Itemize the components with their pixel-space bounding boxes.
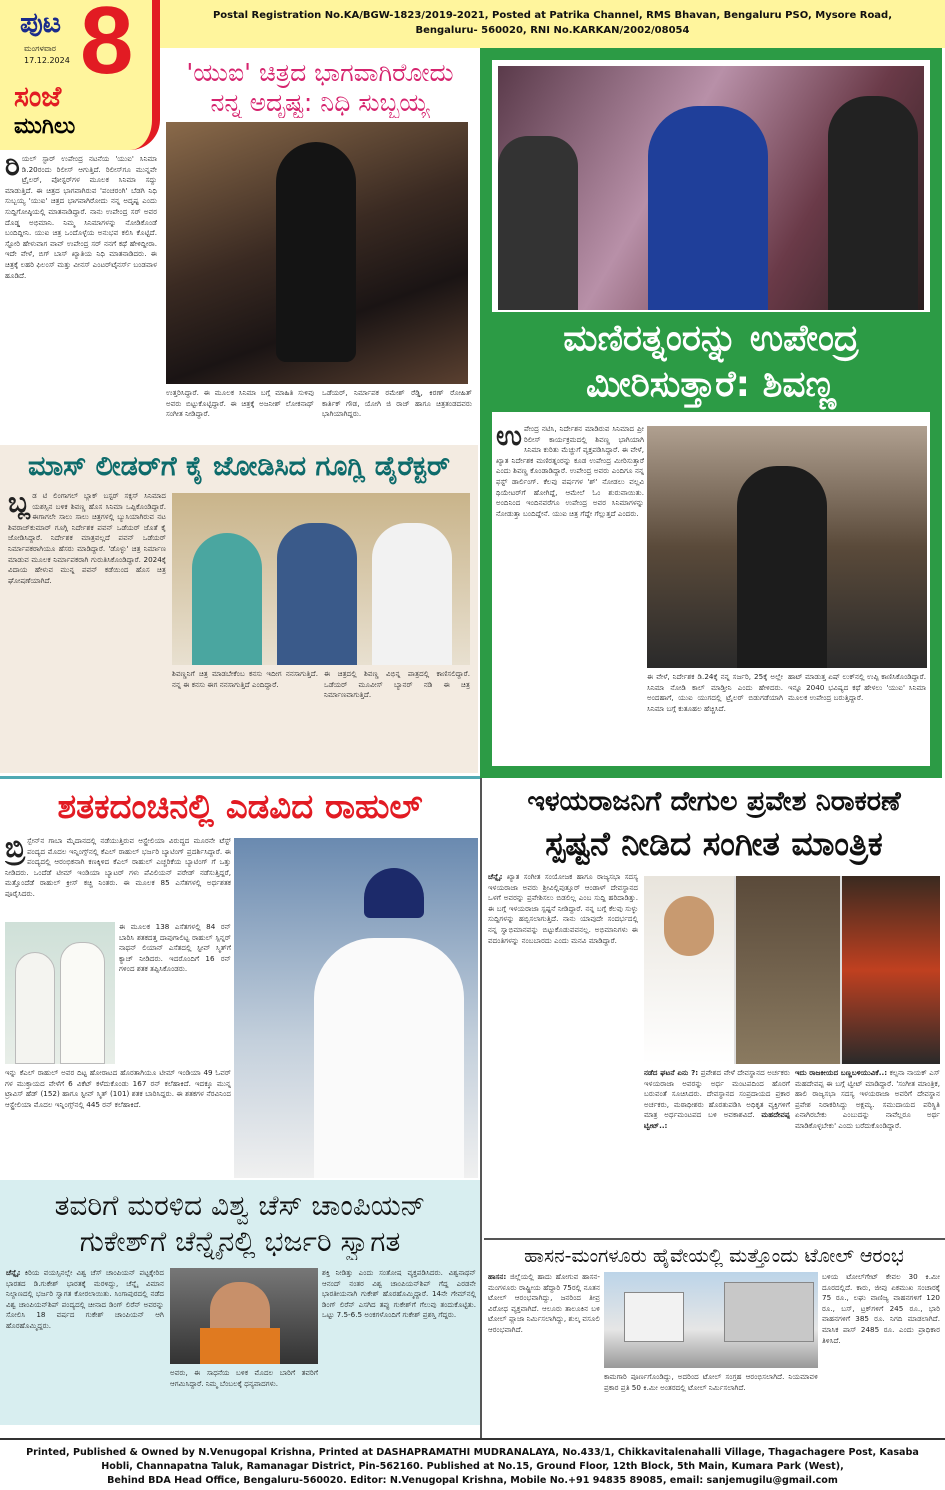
shivanna-event-photo [498, 66, 924, 310]
body-text: ಪೇಂದ್ರ ನಟಿಸಿ, ನಿರ್ದೇಶನ ಮಾಡಿರುವ ಸಿನಿಮಾದ ಪ್ರೀ ರಿಲೀಸ್ ಕಾರ್ಯಕ್ರಮದಲ್ಲಿ ಶಿವಣ್ಣ ಭಾಗಿಯಾಗಿ ಸಿನಿಮಾ ಕುರಿತು ಮೆಚ್ಚುಗೆ ವ್ಯಕ್ತಪಡಿಸಿದ್ದಾರೆ. ಈ ವೇಳೆ, ಖ್ಯಾತ ನಿರ್ದೇಶಕ ಮಣಿರತ್ನಂರನ್ನು ಕೂಡ ಉಪೇಂದ್ರ ಮೀರಿಸುತ್ತಾರೆ ಎಂದು ಶಿವಣ್ಣ ಕೊಂಡಾಡಿದ್ದಾರೆ. ಉಪೇಂದ್ರ ಅವರು ಎಂದಿಗೂ ನನ್ನ ಫಸ್ಟ್ ಡಾರ್ಲಿಂಗ್. ಕೆಲವು ವರ್ಷಗಳ 'ಶ್' ನೋಡಲು ವಲ್ಲವಿ ಥಿಯೇಟರ್‌ಗೆ ಹೋಗಿದ್ದೆ, ಆಮೇಲೆ ಓಂ ಶುರುವಾಯಿತು. ಅಂದಿನಿಂದ ಇಂದಿನವರೆಗೂ ಉಪೇಂದ್ರ ಅವರ ಸಿನಿಮಾಗಳನ್ನು ನೋಡುತ್ತಾ ಬಂದಿದ್ದೇನೆ. ಯುಐ ಚಿತ್ರ ಗೆದ್ದೇ ಗೆಲ್ಲುತ್ತದೆ ಎಂದರು. [496, 424, 644, 518]
body-text: ಸ್ಬೇನ್‌ನ ಗಾಬಾ ಮೈದಾನದಲ್ಲಿ ನಡೆಯುತ್ತಿರುವ ಆಸ್ಟ್ರೇಲಿಯಾ ವಿರುದ್ಧದ ಮೂರನೇ ಟೆಸ್ಟ್ ಪಂದ್ಯದ ಮೊದಲ ಇನ್ನಿಂಗ್ಸ್‌ನಲ್ಲಿ ಕೆಎಲ್ ರಾಹುಲ್ ಭರ್ಜರಿ ಬ್ಯಾಟಿಂಗ್ ಪ್ರದರ್ಶಿಸಿದ್ದಾರೆ. ಈ ಪಂದ್ಯದಲ್ಲಿ ಆರಂಭಿಕನಾಗಿ ಕಣಕ್ಕಿಳಿದ ಕೆಎಲ್ ರಾಹುಲ್ ಎಚ್ಚರಿಕೆಯ ಬ್ಯಾಟಿಂಗ್ ಗೆ ಒತ್ತು ನೀಡಿದರು. ಒಂದೆಡೆ ಟೀಮ್ ಇಂಡಿಯಾ ಬ್ಯಾಟರ್ ಗಳು ಪೆವಿಲಿಯನ್ ಪರೇಡ್ ನಡೆಸುತ್ತಿದ್ದರೆ, ಮತ್ತೊಂದೆಡೆ ರಾಹುಲ್ ಕ್ರೀಸ್ ಕಚ್ಚಿ ನಿಂತರು. ಈ ಮೂಲಕ 85 ಎಸೆತಗಳಲ್ಲಿ ಅರ್ಧಶತಕ ಪೂರೈಸಿದರು. [5, 836, 231, 898]
toll-booth [624, 1292, 684, 1342]
gukesh-body-2: ಅವರು, ಈ ಸಾಧನೆಯ ಬಳಿಕ ಮೊದಲ ಬಾರಿಗೆ ತವರಿಗೆ ಆಗಮಿಸಿದ್ದಾರೆ. ನಿಮ್ಮ ಬೆಂಬಲಕ್ಕೆ ಧನ್ಯವಾದಗಳು. [170, 1368, 318, 1388]
person-figure [276, 142, 356, 362]
shivanna-headline [492, 312, 930, 412]
imprint-footer [0, 1438, 945, 1490]
divider [0, 776, 480, 779]
toll-body-3: ಬಳಿಯ ಟೋಲ್‌ಗೇಟ್ ಕೇವಲ 30 ಕಿ.ಮೀ ದೂರದಲ್ಲಿದೆ. ಕಾರು, ಜೀಪು ಏಕಮುಖ ಸಂಚಾರಕ್ಕೆ 75 ರೂ., ಲಘು ವಾಣಿಜ್ಯ ವಾಹನಗಳಿಗೆ 120 ರೂ., ಬಸ್, ಟ್ರಕ್‌ಗಳಿಗೆ 245 ರೂ., ಭಾರಿ ವಾಹನಗಳಿಗೆ 385 ರೂ. ನಿಗದಿ ಮಾಡಲಾಗಿದೆ. ಮಾಸಿಕ ಪಾಸ್ 2485 ರೂ. ಎಂದು ಪ್ರಾಧಿಕಾರ ತಿಳಿಸಿದೆ. [822, 1272, 940, 1345]
nidhi-body-3: ಒಡೆಯರ್, ನಿರ್ಮಾಪಕ ರಮೇಶ್ ರೆಡ್ಡಿ, ಕಿರಣ್ ರೋಹಿತ್ ಕಾರ್ತಿಕ್ ಗೌಡ, ಯೋಗಿ ಜಿ ರಾಜ್ ಹಾಗೂ ಚಿತ್ರತಂಡದವರು ಭಾಗಿಯಾಗಿದ್ದರು. [322, 388, 472, 419]
headline-line1: 'ಯುಐ' ಚಿತ್ರದ ಭಾಗವಾಗಿರೋದು [186, 58, 454, 87]
column-divider [480, 778, 482, 1438]
rahul-body [5, 836, 231, 920]
body-text: ಪ್ರವೇಶದ ವೇಳೆ ದೇವಸ್ಥಾನದ ಅರ್ಚಕರು ಇಳಯರಾಜಾ ಅವರನ್ನು ಅರ್ಧ ಮಂಟಪದಿಂದ ಹೊರಗೆ ಬರುವಂತೆ ಸೂಚಿಸಿದರು. ದೇವಸ್ಥಾನದ ಸಂಪ್ರದಾಯದ ಪ್ರಕಾರ ಅರ್ಚಕರು, ಮಠಾಧೀಶರು ಹೊರತುಪಡಿಸಿ ಅಧಿಕೃತ ವ್ಯಕ್ತಿಗಳಿಗೆ ಮಾತ್ರ ಅರ್ಧಮಂಟಪದ ಬಳಿ ಅವಕಾಶವಿದೆ. [644, 1068, 790, 1120]
rahul-body-3: ಇನ್ನು ಕೆಎಲ್ ರಾಹುಲ್ ಅವರ ದಿಟ್ಟ ಹೋರಾಟದ ಹೊರತಾಗಿಯೂ ಟೀಮ್ ಇಂಡಿಯಾ 49 ಓವರ್ ಗಳ ಮುಕ್ತಾಯದ ವೇಳೆಗೆ 6 ವಿಕೆಟ್ ಕಳೆದುಕೊಂಡು 167 ರನ್ ಕಲೆಹಾಕಿದೆ. ಇದಕ್ಕೂ ಮುನ್ನ ಟ್ರಾವಿಸ್ ಹೆಡ್ (152) ಹಾಗೂ ಸ್ಟೀವ್ ಸ್ಮಿತ್ (101) ಶತಕ ಬಾರಿಸಿದ್ದರು. ಈ ಶತಕಗಳ ನೆರವಿನಿಂದ ಆಸ್ಟ್ರೇಲಿಯಾ ಮೊದಲ ಇನ್ನಿಂಗ್ಸ್‌ನಲ್ಲಿ 445 ರನ್ ಕಲೆಹಾಕಿದೆ. [5, 1068, 231, 1109]
toll-plaza-photo [604, 1272, 818, 1368]
australia-players-photo [5, 922, 115, 1064]
shivanna-body-3: ಹಾಟ್ ಮಾಡುತ್ತ ಏಷ್ ಲುಕ್‌ನಲ್ಲಿ ಉಪ್ಪಿ ಕಾಣಿಸಿಕೊಂಡಿದ್ದಾರೆ. ಇನ್ನೂ 2040 ಭವಿಷ್ಯದ ಕಥೆ ಹೇಳಲು 'ಯುಐ' ಸಿನಿಮಾ ಮೂಲಕ ಉಪೇಂದ್ರ ಬರುತ್ತಿದ್ದಾರೆ. [788, 672, 926, 703]
person-figure [60, 942, 105, 1064]
headline-line1: ತವರಿಗೆ ಮರಳಿದ ವಿಶ್ವ ಚೆಸ್ ಚಾಂಪಿಯನ್ [54, 1189, 426, 1222]
postal-registration-banner [160, 0, 945, 48]
weekday: ಮಂಗಳವಾರ [24, 44, 57, 53]
page-number: 8 [80, 0, 134, 94]
subhead: ಇದು ರಾಜಕೀಯದ ಬಣ್ಣಬಳಿಯುವಿಕೆ..: [795, 1068, 888, 1077]
shivanna-body [496, 424, 644, 774]
gukesh-body [6, 1268, 164, 1422]
footer-line1: Printed, Published & Owned by N.Venugopal Krishna, Printed at DASHAPRAMATHI MUDRANALAYA, No.433/1, Chikkavitalenahalli Village, Thagachagere Post, Kasaba [26, 1447, 919, 1458]
mass-leader-article [0, 445, 478, 773]
nidhi-body-2: ಉತ್ತರಿಸಿದ್ದಾರೆ. ಈ ಮೂಲಕ ಸಿನಿಮಾ ಬಗ್ಗೆ ಮಾಹಿತಿ ಸುಳಿವು ಅವರು ಬಿಟ್ಟುಕೊಟ್ಟಿದ್ದಾರೆ. ಈ ಚಿತ್ರಕ್ಕೆ ಅಜನೀಶ್ ಲೋಕನಾಥ್ ಸಂಗೀತ ನೀಡಿದ್ದಾರೆ. [166, 388, 314, 419]
headline-line2: ಸ್ಪಷ್ಟನೆ ನೀಡಿದ ಸಂಗೀತ ಮಾಂತ್ರಿಕ [545, 824, 883, 863]
person-figure [15, 952, 55, 1064]
mass-leader-body [8, 491, 166, 767]
headline-line2: ನನ್ನ ಅದೃಷ್ಟ: ನಿಧಿ ಸುಬ್ಬಯ್ಯ [210, 88, 430, 117]
toll-canopy [724, 1282, 814, 1342]
temple-photo-2 [842, 876, 940, 1064]
banner-line2: Bengaluru- 560020, RNI No.KARKAN/2002/08054 [415, 25, 690, 36]
person-figure [372, 523, 452, 665]
body-text: ಯಲ್ ಸ್ಟಾರ್ ಉಪೇಂದ್ರ ನಟನೆಯ 'ಯುಐ' ಸಿನಿಮಾ ಡಿ.20ರಂದು ರಿಲೀಸ್ ಆಗುತ್ತಿದೆ. ರಿಲೀಸ್‌ಗೂ ಮುನ್ನವೇ ಟ್ರೈಲರ್, ಪೋಸ್ಟರ್‌ಗಳ ಮೂಲಕ ಸಿನಿಮಾ ಸದ್ದು ಮಾಡುತ್ತಿದೆ. ಈ ಚಿತ್ರದ ಭಾಗವಾಗಿರುವ 'ಪಂಚರಂಗಿ' ಬೆಡಗಿ ನಿಧಿ ಸುಬ್ಬಯ್ಯ 'ಯುಐ' ಚಿತ್ರದ ಭಾಗವಾಗಿರೋದು ನನ್ನ ಅದೃಷ್ಟ ಎಂದು ಸುದ್ದಿಗೋಷ್ಠಿಯಲ್ಲಿ ಮಾತನಾಡಿದ್ದಾರೆ. ನಾನು ಉಪೇಂದ್ರ ಸರ್ ಅವರ ದೊಡ್ಡ ಅಭಿಮಾನಿ. ನಿಮ್ಮ ಸಿನಿಮಾಗಳನ್ನು ನೋಡಿಕೊಂಡೆ ಬಂದಿದ್ದೀನಿ. ಯುಐ ಚಿತ್ರ ಒಂದೊಳ್ಳೆಯ ಅನುಭವ ಕಲಿಸಿ ಕೊಟ್ಟಿದೆ. ಸ್ಟೋರಿ ಹೇಳುವಾಗ ವಾವ್ ಉಪೇಂದ್ರ ಸರ್ ನನಗೆ ಕಥೆ ಹೇಳಿದ್ದೀರಾ. ಇದೇ ವೇಳೆ, ಬಿಗ್ ಬಾಸ್ ಖ್ಯಾತಿಯ ನಿಧಿ ಮಾತನಾಡಿದರು. ಈ ಚಿತ್ರಕ್ಕೆ ಲಹರಿ ಫಿಲಂಸ್ ಮತ್ತು ವೀನಸ್ ಎಂಟರ್‌ಟೈನರ್ಸ್ ಬಂಡವಾಳ ಹೂಡಿದೆ. [5, 154, 157, 280]
mass-leader-body-2: ಶಿವಣ್ಣನಿಗೆ ಚಿತ್ರ ಮಾಡಬೇಕೆಂಬ ಕನಸು ಇದೀಗ ನನಸಾಗುತ್ತಿದೆ. ನನ್ನ ಈ ಕನಸು ಈಗ ನನಸಾಗುತ್ತಿದೆ ಎಂದಿದ್ದಾರೆ. [172, 669, 318, 689]
nidhi-photo [166, 122, 468, 384]
person-figure [737, 466, 827, 668]
person-figure [192, 533, 262, 665]
headline-line1: ಇಳಯರಾಜನಿಗೆ ದೇಗುಲ ಪ್ರವೇಶ ನಿರಾಕರಣೆ [527, 786, 901, 817]
footer-line2: Hobli, Channapatna Taluk, Ramanagar District, Pin-562160. Published at No.15, Ground Floor, 12th Block, 5th Main, Kumara Park (West), [101, 1461, 844, 1472]
toll-headline: ಹಾಸನ-ಮಂಗಳೂರು ಹೈವೇಯಲ್ಲಿ ಮತ್ತೊಂದು ಟೋಲ್ ಆರಂಭ [524, 1245, 904, 1267]
footer-line3: Behind BDA Head Office, Bengaluru-560020. Editor: N.Venugopal Krishna, Mobile No.+91 94835 89085, email: sanjemugilu@gmail.com [107, 1475, 838, 1486]
mass-leader-headline: ಮಾಸ್ ಲೀಡರ್‌ಗೆ ಕೈ ಜೋಡಿಸಿದ ಗೂಗ್ಲಿ ಡೈರೆಕ್ಟರ್ [27, 451, 451, 482]
body-text: ಡ ಟಿ ಲಿಂಗಾಗಲ್ ಬ್ಲಾಕ್ ಬಸ್ಟರ್ ಸಕ್ಸಸ್ ಸಿನಿಮಾದ ಯಶಸ್ಸಿನ ಬಳಿಕ ಶಿವಣ್ಣ ಹೊಸ ಸಿನಿಮಾ ಒಪ್ಪಿಕೊಂಡಿದ್ದಾರೆ. ಈಗಾಗಲೇ ಸಾಲು ಸಾಲು ಚಿತ್ರಗಳಲ್ಲಿ ಬ್ಯುಸಿಯಾಗಿರುವ ನಟ ಶಿವರಾಜ್‌ಕುಮಾರ್ ಗೂಗ್ಲಿ ನಿರ್ದೇಶಕ ಪವನ್ ಒಡೆಯರ್ ಜೊತೆ ಕೈ ಜೋಡಿಸಿದ್ದಾರೆ. ನಿರ್ದೇಶಕ ಮಾತ್ರವಲ್ಲದೆ ಪವನ್ ಒಡೆಯರ್ ನಿರ್ಮಾಪಕರಾಗಿಯೂ ಹೆಸರು ಮಾಡಿದ್ದಾರೆ. 'ಡೊಳ್ಳು' ಚಿತ್ರ ನಿರ್ಮಾಣ ಮಾಡುವ ಮೂಲಕ ನಿರ್ಮಾಪಕರಾಗಿ ಗುರುತಿಸಿಕೊಂಡಿದ್ದಾರೆ. 2024ಕ್ಕೆ ವಿದಾಯ ಹೇಳುವ ಮುನ್ನ ಪವನ್ ಕಡೆಯಿಂದ ಹೊಸ ಚಿತ್ರ ಘೋಷಣೆಯಾಗಿದೆ. [8, 491, 166, 585]
subhead: ನಡೆದ ಘಟನೆ ಏನು ?: [644, 1068, 699, 1077]
page-word: ಪುಟ [20, 6, 62, 39]
gukesh-photo [170, 1268, 318, 1364]
nidhi-headline [165, 58, 475, 118]
person-figure [314, 938, 464, 1178]
face [664, 896, 714, 956]
temple-photo [736, 876, 840, 1064]
mass-leader-body-3: ಈ ಚಿತ್ರದಲ್ಲಿ ಶಿವಣ್ಣ ವಿಭಿನ್ನ ಪಾತ್ರದಲ್ಲಿ ಕಾಣಿಸಲಿದ್ದಾರೆ. ಒಡೆಯರ್ ಮೂವೀಸ್ ಬ್ಯಾನರ್ ನಡಿ ಈ ಚಿತ್ರ ನಿರ್ಮಾಣವಾಗುತ್ತಿದೆ. [324, 669, 470, 700]
gukesh-article [0, 1180, 480, 1425]
drop-cap: ಉ [496, 424, 522, 452]
body-text: ಜಿಲ್ಲೆಯಲ್ಲಿ ಹಾದು ಹೋಗುವ ಹಾಸನ-ಮಂಗಳೂರು ರಾಷ್ಟ್ರೀಯ ಹೆದ್ದಾರಿ 75ರಲ್ಲಿ ನೂತನ ಟೋಲ್ ಆರಂಭವಾಗಿದ್ದು, ಜನರಿಂದ ತೀವ್ರ ವಿರೋಧ ವ್ಯಕ್ತವಾಗಿದೆ. ಆಲೂರು ತಾಲೂಕಿನ ಬಳಿ ಟೋಲ್ ಪ್ಲಾಜಾ ನಿರ್ಮಿಸಲಾಗಿದ್ದು, ಶುಲ್ಕ ವಸೂಲಿ ಆರಂಭವಾಗಿದೆ. [488, 1272, 600, 1334]
person-figure [648, 106, 768, 310]
paper-name-line2: ಮುಗಿಲು [14, 114, 76, 139]
masthead [0, 0, 160, 150]
gukesh-headline [0, 1188, 480, 1260]
garland [200, 1328, 280, 1364]
dateline: ಚೆನ್ನೈ: [488, 872, 503, 881]
dateline: ಹಾಸನ: [488, 1272, 507, 1281]
divider [484, 1238, 945, 1240]
shivanna-body-2: ಈ ವೇಳೆ, ನಿರ್ದೇಶಕ ಡಿ.24ಕ್ಕೆ ನನ್ನ ಸರ್ಜರಿ, 25ಕ್ಕೆ ಅಲ್ಲೇ ಸಿನಿಮಾ ನೋಡಿ ಕಾಲ್ ಮಾಡ್ತೀನಿ ಎಂದು ಹೇಳಿದರು. ಅಂದಹಾಗೆ, ಯುಐ ಯುಗದಲ್ಲಿ ಟ್ರೈಲರ್ ಬಿಡುಗಡೆಯಾಗಿ ಸಿನಿಮಾ ಬಗ್ಗೆ ಕುತೂಹಲ ಹೆಚ್ಚಿಸಿದೆ. [647, 672, 783, 713]
drop-cap: ಬ್ರಿ [5, 836, 26, 864]
rahul-headline: ಶತಕದಂಚಿನಲ್ಲಿ ಎಡವಿದ ರಾಹುಲ್ [57, 787, 423, 827]
person-figure [828, 96, 918, 310]
headline-line1: ಮಣಿರತ್ನಂರನ್ನು ಉಪೇಂದ್ರ [563, 318, 859, 359]
date: 17.12.2024 [24, 56, 70, 65]
body-text: ಕಲ್ಪನಾ ನಾಯಕ್ ಎಸ್ ಮಹದೇವಪ್ಪ ಈ ಬಗ್ಗೆ ಟ್ವೀಟ್ ಮಾಡಿದ್ದಾರೆ. 'ಸಂಗೀತ ಮಾಂತ್ರಿಕ, ಹಾಲಿ ರಾಜ್ಯಸಭಾ ಸದಸ್ಯ ಇಳಯರಾಜಾ ಅವರಿಗೆ ದೇವಸ್ಥಾನ ಪ್ರವೇಶ ನಿರಾಕರಿಸಿದ್ದು ಅಕ್ಷಮ್ಯ. ಸಮುದಾಯದ ಪರಿಸ್ಥಿತಿ ಏನಾಗಿರಬೇಕು ಎಂಬುದನ್ನು ನಾವೆಲ್ಲರೂ ಅರ್ಥ ಮಾಡಿಕೊಳ್ಳಬೇಕು' ಎಂದು ಬರೆದುಕೊಂಡಿದ್ದಾರೆ. [795, 1068, 940, 1130]
ilayaraja-body-3 [795, 1068, 940, 1232]
drop-cap: ರಿ [5, 154, 20, 182]
person-figure [277, 523, 357, 665]
gukesh-body-3: ಶಕ್ತಿ ನೀಡಿತ್ತು ಎಂದು ಸಂತೋಷ ವ್ಯಕ್ತಪಡಿಸಿದರು. ವಿಶ್ವನಾಥನ್ ಆನಂದ್ ನಂತರ ವಿಶ್ವ ಚಾಂಪಿಯನ್‌ಶಿಪ್ ಗೆದ್ದ ಎರಡನೇ ಭಾರತೀಯನಾಗಿ ಗುಕೇಶ್ ಹೊರಹೊಮ್ಮಿದ್ದಾರೆ. 14ನೇ ಗೇಮ್‌ನಲ್ಲಿ ಡಿಂಗ್ ಲಿರೆನ್ ಎಸಗಿದ ತಪ್ಪು ಗುಕೇಶ್‌ಗೆ ಗೆಲುವು ತಂದುಕೊಟ್ಟಿತು. ಒಟ್ಟು 7.5-6.5 ಅಂಕಗಳೊಂದಿಗೆ ಗುಕೇಶ್ ಪ್ರಶಸ್ತಿ ಗೆದ್ದರು. [322, 1268, 476, 1320]
toll-body-2: ಕಾಮಗಾರಿ ಪೂರ್ಣಗೊಂಡಿದ್ದು, ಅದರಿಂದ ಟೋಲ್ ಸಂಗ್ರಹ ಆರಂಭಿಸಲಾಗಿದೆ. ನಿಯಮಾವಳಿ ಪ್ರಕಾರ ಪ್ರತಿ 50 ಕಿ.ಮೀ ಅಂತರದಲ್ಲಿ ಟೋಲ್ ನಿರ್ಮಿಸಲಾಗಿದೆ. [604, 1372, 818, 1392]
person-figure [498, 136, 578, 310]
mass-leader-photo [172, 493, 470, 665]
drop-cap: ಬ್ಲ [8, 491, 31, 519]
rahul-batting-photo [234, 838, 478, 1178]
subhead: ಮಹದೇವಪ್ಪ ಟ್ವೀಟ್..: [644, 1110, 790, 1130]
ilayaraja-body-2 [644, 1068, 790, 1232]
headline-line2: ಗುಕೇಶ್‌ಗೆ ಚೆನ್ನೈನಲ್ಲಿ ಭರ್ಜರಿ ಸ್ವಾಗತ [79, 1225, 401, 1258]
ilayaraja-photos [644, 876, 940, 1064]
banner-line1: Postal Registration No.KA/BGW-1823/2019-2021, Posted at Patrika Channel, RMS Bhavan, Bengaluru PSO, Mysore Road, [212, 10, 893, 21]
ilayaraja-body [488, 872, 638, 1232]
ilayaraja-portrait [644, 876, 734, 1064]
nidhi-body [5, 154, 157, 440]
body-text: ಕಿರಿಯ ವಯಸ್ಸಿನಲ್ಲೇ ವಿಶ್ವ ಚೆಸ್ ಚಾಂಪಿಯನ್ ಪಟ್ಟಕ್ಕೇರಿದ ಭಾರತದ ಡಿ.ಗುಕೇಶ್ ಭಾರತಕ್ಕೆ ಮರಳಿದ್ದು, ಚೆನ್ನೈ ವಿಮಾನ ನಿಲ್ದಾಣದಲ್ಲಿ ಭರ್ಜರಿ ಸ್ವಾಗತ ಕೋರಲಾಯಿತು. ಸಿಂಗಾಪುರದಲ್ಲಿ ನಡೆದ ವಿಶ್ವ ಚಾಂಪಿಯನ್‌ಶಿಪ್ ಪಂದ್ಯದಲ್ಲಿ ಚೀನಾದ ಡಿಂಗ್ ಲಿರೆನ್ ಅವರನ್ನು ಸೋಲಿಸಿ 18 ವರ್ಷದ ಗುಕೇಶ್ ಚಾಂಪಿಯನ್ ಆಗಿ ಹೊರಹೊಮ್ಮಿದ್ದರು. [6, 1268, 164, 1330]
headline-line2: ಮೀರಿಸುತ್ತಾರೆ: ಶಿವಣ್ಣ [585, 364, 837, 405]
body-text: ಖ್ಯಾತ ಸಂಗೀತ ಸಂಯೋಜಕ ಹಾಗೂ ರಾಜ್ಯಸಭಾ ಸದಸ್ಯ ಇಳಯರಾಜಾ ಅವರು ಶ್ರೀವಿಲ್ಲಿಪುತ್ತೂರ್ ಆಂಡಾಳ್ ದೇವಸ್ಥಾನದ ಒಳಗೆ ಅವರನ್ನು ಪ್ರವೇಶಿಸಲು ಬಿಡಲಿಲ್ಲ ಎಂಬ ಸುದ್ದಿ ಹರಿದಾಡಿತ್ತು. ಈ ಬಗ್ಗೆ ಇಳಯರಾಜಾ ಸ್ಪಷ್ಟನೆ ನೀಡಿದ್ದಾರೆ. ನನ್ನ ಬಗ್ಗೆ ಕೆಲವು ಸುಳ್ಳು ಸುದ್ದಿಗಳನ್ನು ಹಬ್ಬಿಸಲಾಗುತ್ತಿದೆ. ನಾನು ಯಾವುದೇ ಸಂದರ್ಭದಲ್ಲಿ ನನ್ನ ಸ್ವಾಭಿಮಾನವನ್ನು ಬಿಟ್ಟುಕೊಡುವವನಲ್ಲ. ಅಭಿಮಾನಿಗಳು ಈ ವದಂತಿಗಳನ್ನು ನಂಬಬಾರದು ಎಂದು ಮನವಿ ಮಾಡಿದ್ದಾರೆ. [488, 872, 638, 945]
shivanna-stage-photo [647, 426, 927, 668]
shivanna-article-box [480, 48, 942, 778]
ilayaraja-headline [484, 782, 944, 866]
paper-name-line1: ಸಂಜೆ [14, 80, 62, 113]
helmet [364, 868, 424, 918]
rahul-body-2: ಈ ಮೂಲಕ 138 ಎಸೆತಗಳಲ್ಲಿ 84 ರನ್ ಬಾರಿಸಿ ಶತಕದತ್ತ ದಾಪುಗಾಲಿಟ್ಟ ರಾಹುಲ್ ಸ್ಪಿನ್ನರ್ ನಾಥನ್ ಲಿಯಾನ್ ಎಸೆತದಲ್ಲಿ ಸ್ಟೀವ್ ಸ್ಮಿತ್‌ಗೆ ಕ್ಯಾಚ್ ನೀಡಿದರು. ಇದರೊಂದಿಗೆ 16 ರನ್ ಗಳಿಂದ ಶತಕ ತಪ್ಪಿಸಿಕೊಂಡರು. [119, 922, 231, 974]
dateline: ಚೆನ್ನೈ: [6, 1268, 21, 1277]
toll-body [488, 1272, 600, 1424]
